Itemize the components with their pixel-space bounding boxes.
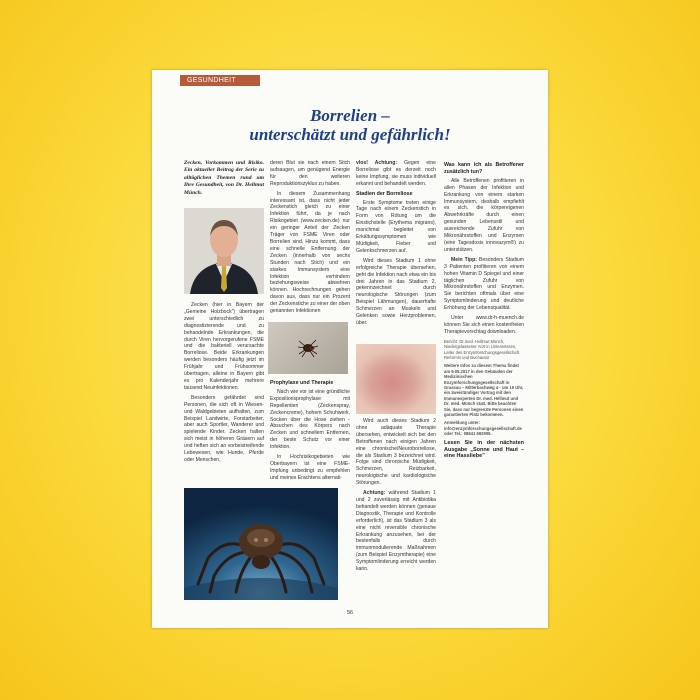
column-1	[184, 160, 264, 201]
author-note: Bericht: Dr.med. Hellmut Münch, Niedergelassener Arzt in Unterwössen, Leiter des Enzymforschungsgesellschaft Reformin und Buchautor	[444, 338, 519, 360]
paragraph: Besonders gefährdet sind Personen, die sich oft in Wiesen- und Waldgebieten aufhalten, zum Beispiel Landwirte, Forstarbeiter, aber auch Sportler, Wanderer und spielende Kinder. Zecken halten sich meist in höheren Gräsern auf und heften sich an vorbeistreifende Lebewesen, wie Hunde, Pferde oder Menschen,	[184, 394, 264, 463]
tick-illustration	[184, 488, 338, 600]
paragraph: In diesem Zusammenhang interessant ist, dass nicht jeder Zeckenstich gleich zu einer Infektion führt, da je nach Risikogebiet (www.zecken.de) nur ein geringer Anteil der Zecken Träger von FSME Viren oder Borrelien sind. Hinzu kommt, dass eine schnelle Entfernung der Zecken (innerhalb von sechs Stunden nach Stich) und ein starkes Immunsystem eine Infektion verhindern beziehungsweise abwehren können. Hochrechnungen gehen davon aus, dass nur ein Prozent der Zeckenstiche zu einer der oben genannten Infektionen	[270, 190, 350, 315]
registration-info: Anmeldung unter: info@enzymforschungsgesellschaft.de oder Tel.: 08641 692905.	[444, 420, 522, 437]
paragraph: Zecken (hier in Bayern der „Gemeine Holzbock") übertragen zwei unterschiedlich zu diagnostizierende und zu behandelnde Erkrankungen, die durch Viren hervorgerufene FSME und die bakteriell verursachte Borreliose. Beide Erkrankungen werden besonders häufig jetzt im Frühjahr und Frühsommer übertragen, alleine in Bayern gibt es pro Kalenderjahr mehrere tausend Neuinfektionen.	[184, 302, 264, 391]
emphasis: Achtung:	[363, 490, 386, 497]
section-heading: Stadien der Borreliose	[356, 190, 413, 197]
article-title-line1: Borrelien –	[310, 106, 390, 125]
column-1-body	[184, 302, 264, 467]
section-heading: Was kann ich als Betroffener zusätzlich tun?	[444, 162, 524, 175]
column-2	[270, 160, 350, 318]
erythema-photo	[356, 344, 436, 414]
emphasis: Mein Tipp:	[451, 256, 477, 263]
column-4	[444, 160, 524, 463]
paragraph: Nach wie vor ist eine gründliche Expositionsprophylaxe mit Repellentien (Zeckenspray, Zeckencreme), hohem Schuhwerk, Socken über die Hose ziehen - Absuchen des Körpers nach Zecken und schnellem Entfernen, der beste Schutz vor einer Infektion.	[270, 388, 350, 451]
paragraph: Wird dieses Stadium 1 ohne erfolgreiche Therapie übersehen, geht die Infektion nach etwa ein bis drei Jahren in das Stadium 2, gekennzeichnet durch neurologische Störungen (zum Beispiel Lähmungen), dauerhafte Schmerzen an Muskeln und Gelenken sowie Herzproblemen, über.	[356, 257, 436, 326]
article-intro: Zecken, Vorkommen und Risiko. Ein aktueller Beitrag der Serie zu alltäglichen Themen rund um Ihre Gesundheit, von Dr. Hellmut Münch.	[184, 160, 264, 196]
paragraph: In Hochrisikogebieten wie Oberbayern ist eine FSME-Impfung unbedingt zu empfehlen und meines Erachtens alternati-	[270, 454, 350, 481]
paragraph: Wird auch dieses Stadium 2 ohne adäquate Therapie übersehen, entwickelt sich bei den Betroffenen nach einigen Jahren eine chronische/Neuroborreliose, die als Stadium 3 bezeichnet wird. Folge sind chronische Müdigkeit, Schmerzen, Reizbarkeit, neurologische und kardiologische Störungen.	[356, 418, 436, 487]
author-portrait	[184, 208, 264, 294]
paragraph: deren Blut sie nach einem Stich aufsaugen, um genügend Energie für den weiteren Reproduktionszyklus zu haben.	[270, 160, 350, 187]
tick-photo	[268, 322, 348, 374]
paragraph: Alle Betroffenen profitieren in allen Phasen der Infektion und Erkrankung von einem starken Immunsystem, deshalb empfiehlt es sich, die körpereigenen Abwehrkräfte durch einen gesunden Lebensstil und ausreichende Zufuhr von Mikronährstoffen und Enzymen (eine Tagesdosis innovazym®) zu unterstützen.	[444, 177, 524, 253]
magazine-page	[152, 70, 548, 628]
column-2-body	[270, 378, 350, 485]
paragraph: Erste Symptome treten einige Tage nach einem Zeckenstich in Form von Rötung um die Einstichstelle (Erythema migrans), manchmal begleitet von Erkältungssymptomen wie Müdigkeit, Fieber und Gelenkschmerzen auf.	[356, 199, 436, 254]
next-issue-teaser: Lesen Sie in der nächsten Ausgabe „Sonne und Haut – eine Hassliebe"	[444, 439, 524, 460]
page-number: 56	[346, 610, 354, 616]
event-info: Weitere Infos zu diesem Thema findet am 9.05.2017 in den Gebäuden der Medizinischen Enzymforschungsgesellschaft in Grassau – Mitterbachweg 4 - um 19 Uhr, ein zweistündiger Vortrag mit den Immunexperten Dr. med. Hellmut und Dr. med. Münch statt. Bitte beachten Sie, dass nur begrenzte Personen einen garantierten Platz bekommen.	[444, 363, 524, 418]
section-tag: GESUNDHEIT	[180, 75, 260, 86]
article-title-line2: unterschätzt und gefährlich!	[249, 125, 451, 144]
paragraph: Gegen eine Borreliose gibt es derzeit noch keine Impfung, sie muss individuell erkannt und behandelt werden.	[356, 160, 436, 187]
paragraph: während Stadium 1 und 2 zuverlässig mit Antibiotika behandelt werden können (genaue Diagnostik, Therapie und Kontrolle erforderlich), ist das Stadium 3 als eine nicht reversible chronische Erkrankung anzusehen, bei der bestenfalls durch immunmodulierende Maßnahmen (zum Beispiel Enzymtherapie) eine Symptomlinderung erreicht werden kann.	[356, 490, 436, 573]
emphasis: vlos! Achtung:	[356, 160, 398, 166]
paragraph: Besonders Stadium 3 Patienten profitieren von einem hohen Vitamin D Spiegel und einer täglichen Zufuhr von Mikronährstoffen und Enzymen. Sie berichten oftmals über eine Symptomlinderung und deutliche Erhöhung der Lebensqualität.	[444, 256, 525, 312]
section-heading: Prophylaxe und Therapie	[270, 380, 334, 386]
column-3-body	[356, 418, 436, 576]
column-3	[356, 160, 436, 330]
paragraph: Unter www.dr-h-muench.de können Sie sich einen kostenfreien Therapievorschlag downloaden.	[444, 315, 524, 335]
